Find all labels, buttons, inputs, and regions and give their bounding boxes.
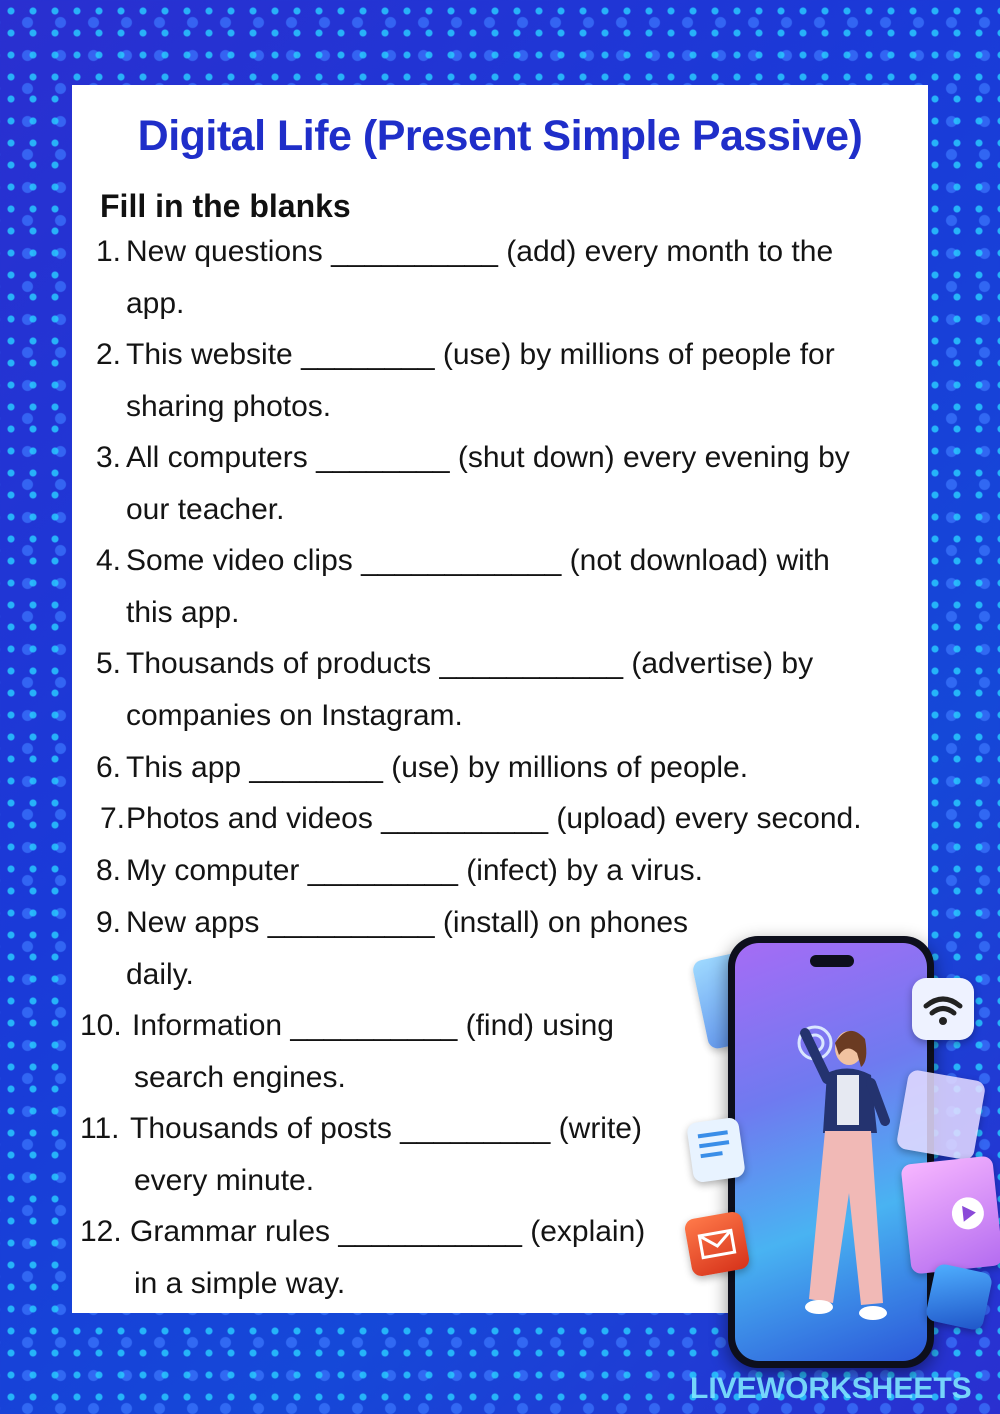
wifi-icon [912,978,974,1040]
question-number: 11. [80,1112,120,1145]
question-text: New questions __________ (add) every month to the [126,235,834,268]
question-number: 6. [96,751,122,784]
question-text: New apps __________ (install) on phones [126,906,689,939]
question-text-continued: daily. [126,958,194,991]
question-text: Some video clips ____________ (not download) with [126,544,830,577]
document-icon [686,1117,746,1184]
question-number: 5. [96,647,122,680]
question-number: 1. [96,235,122,268]
floating-dashboard-panel [896,1069,987,1161]
question-text: All computers ________ (shut down) every evening by [126,441,850,474]
question-text-continued: in a simple way. [134,1267,346,1300]
question-text-continued: every minute. [134,1164,315,1197]
question-number: 10. [80,1009,122,1042]
question-number: 9. [96,906,122,939]
question-text: This website ________ (use) by millions of people for [126,338,835,371]
question-text-continued: app. [126,287,185,320]
question-number: 7. [100,802,126,835]
phone-screen [735,943,927,1361]
question-number: 3. [96,441,122,474]
question-text: This app ________ (use) by millions of people. [126,751,749,784]
question-text: Information __________ (find) using [132,1009,614,1042]
question-number: 8. [96,854,122,887]
question-text: My computer _________ (infect) by a virus. [126,854,703,887]
woman-illustration [787,1003,907,1361]
question-text-continued: our teacher. [126,493,285,526]
question-text-continued: search engines. [134,1061,346,1094]
mail-icon [683,1210,750,1277]
phone-notch [810,955,854,967]
question-text: Grammar rules ___________ (explain) [130,1215,646,1248]
question-text: Thousands of products ___________ (advertise) by [126,647,814,680]
question-number: 4. [96,544,122,577]
film-icon [925,1263,994,1332]
question-text: Thousands of posts _________ (write) [130,1112,642,1145]
question-text-continued: sharing photos. [126,390,332,423]
watermark-logo: LIVEWORKSHEETS [690,1372,972,1405]
question-text-continued: this app. [126,596,240,629]
phone-frame [728,936,934,1368]
section-heading: Fill in the blanks [100,188,351,224]
question-number: 12. [80,1215,122,1248]
video-icon [901,1155,1000,1274]
question-text-continued: companies on Instagram. [126,699,463,732]
question-number: 2. [96,338,122,371]
question-text: Photos and videos __________ (upload) every second. [126,802,862,835]
page-title: Digital Life (Present Simple Passive) [137,112,863,160]
